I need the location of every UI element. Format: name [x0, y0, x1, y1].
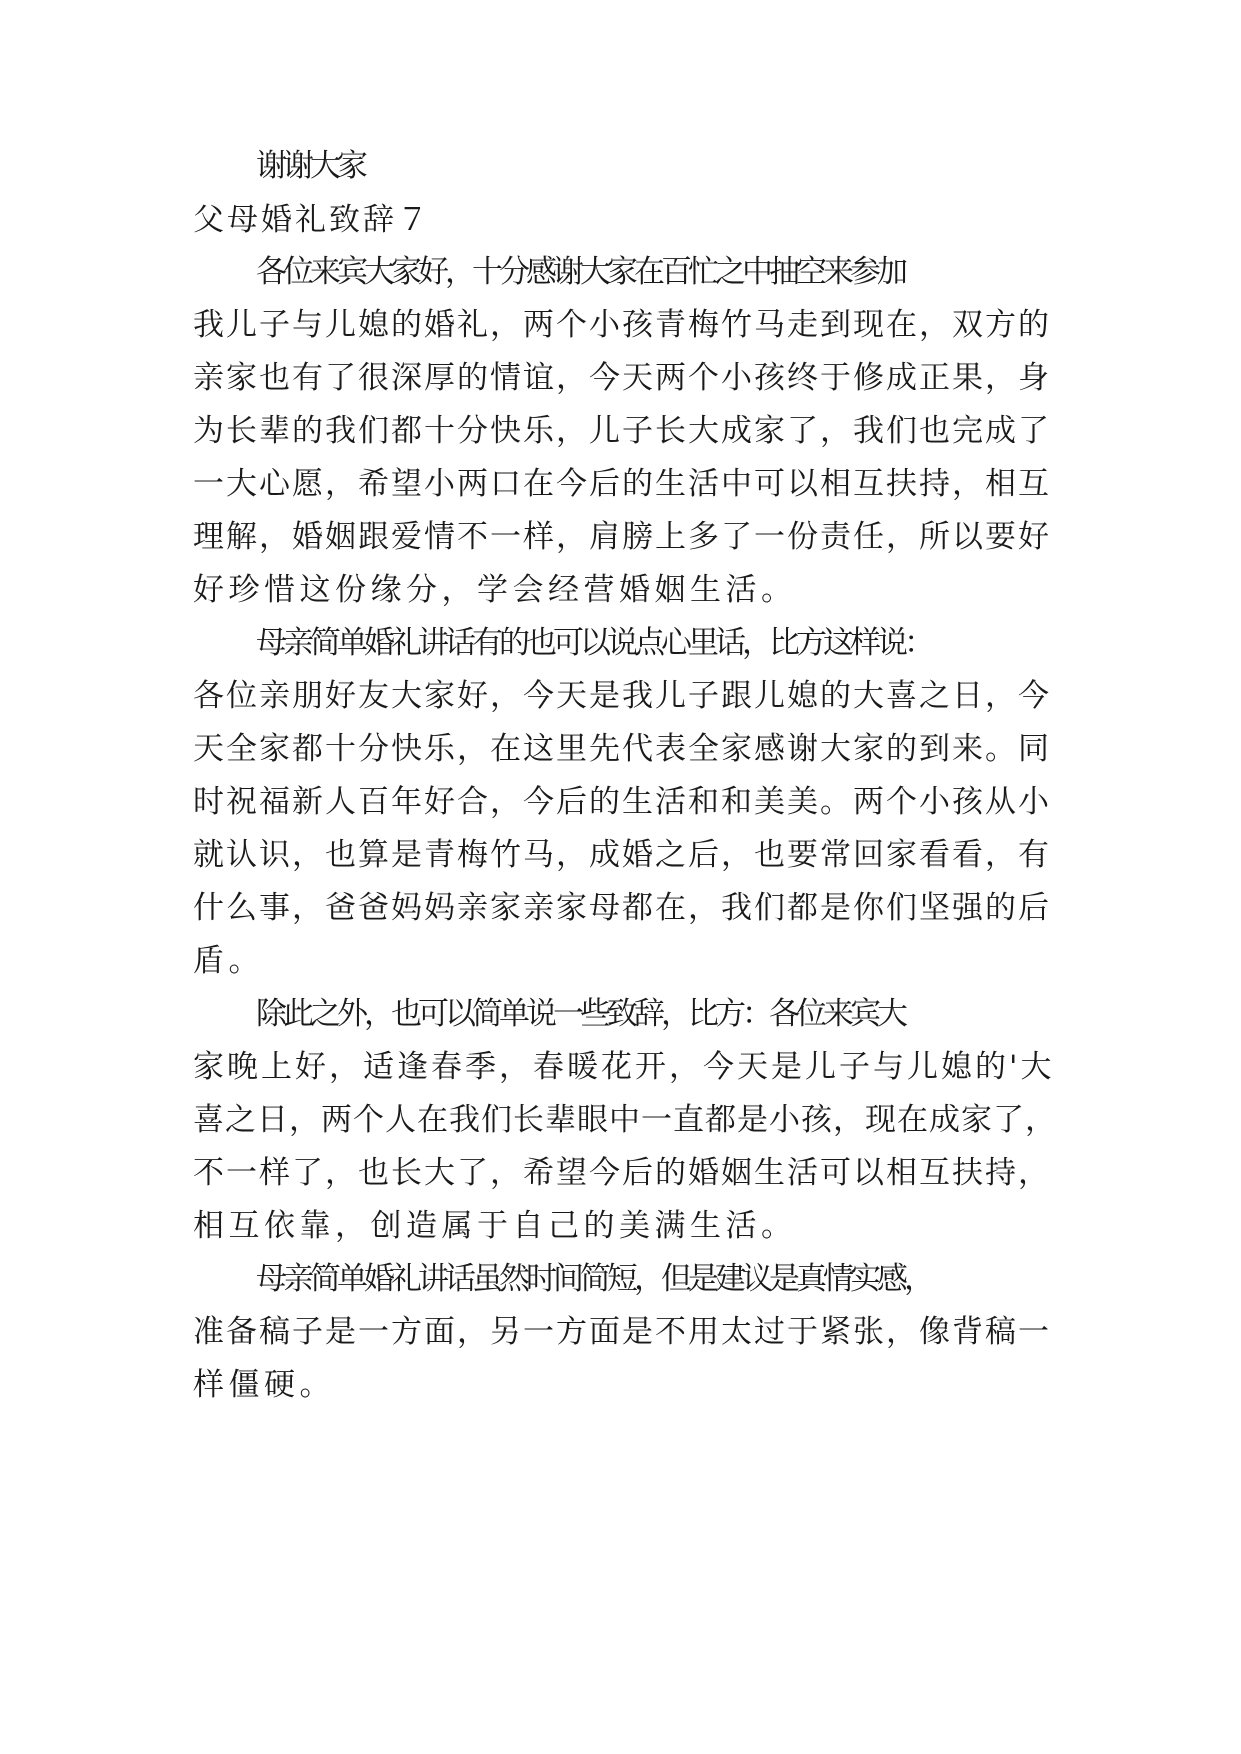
- paragraph-line: 就认识，也算是青梅竹马，成婚之后，也要常回家看看，有: [193, 837, 1051, 873]
- paragraph-line: 不一样了，也长大了，希望今后的婚姻生活可以相互扶持，: [193, 1155, 1051, 1191]
- paragraph-line: 各位亲朋好友大家好，今天是我儿子跟儿媳的大喜之日，今: [193, 678, 1051, 714]
- section-heading: 父母婚礼致辞７: [193, 202, 431, 238]
- paragraph-line: 家晚上好，适逢春季，春暖花开，今天是儿子与儿媳的'大: [193, 1049, 1055, 1085]
- paragraph-line: 理解，婚姻跟爱情不一样，肩膀上多了一份责任，所以要好: [193, 519, 1051, 555]
- paragraph-line: 母亲简单婚礼讲话有的也可以说点心里话，比方这样说：: [256, 625, 931, 661]
- closing-line: 谢谢大家: [256, 148, 364, 184]
- paragraph-line: 除此之外，也可以简单说一些致辞，比方：各位来宾大: [256, 996, 904, 1032]
- paragraph-line: 什么事，爸爸妈妈亲家亲家母都在，我们都是你们坚强的后: [193, 890, 1051, 926]
- paragraph-line: 准备稿子是一方面，另一方面是不用太过于紧张，像背稿一: [193, 1314, 1051, 1350]
- paragraph-line: 天全家都十分快乐，在这里先代表全家感谢大家的到来。同: [193, 731, 1051, 767]
- paragraph-line: 母亲简单婚礼讲话虽然时间简短，但是建议是真情实感，: [256, 1261, 931, 1297]
- paragraph-line: 为长辈的我们都十分快乐，儿子长大成家了，我们也完成了: [193, 413, 1051, 449]
- paragraph-line: 好珍惜这份缘分，学会经营婚姻生活。: [193, 572, 797, 608]
- paragraph-line: 样僵硬。: [193, 1367, 335, 1403]
- paragraph-line: 一大心愿，希望小两口在今后的生活中可以相互扶持，相互: [193, 466, 1051, 502]
- paragraph-line: 时祝福新人百年好合，今后的生活和和美美。两个小孩从小: [193, 784, 1051, 820]
- paragraph-line: 盾。: [193, 943, 264, 979]
- paragraph-line: 亲家也有了很深厚的情谊，今天两个小孩终于修成正果，身: [193, 360, 1051, 396]
- paragraph-line: 我儿子与儿媳的婚礼，两个小孩青梅竹马走到现在，双方的: [193, 307, 1051, 343]
- paragraph-line: 喜之日，两个人在我们长辈眼中一直都是小孩，现在成家了，: [193, 1102, 1057, 1138]
- paragraph-line: 各位来宾大家好，十分感谢大家在百忙之中抽空来参加: [256, 254, 904, 290]
- paragraph-line: 相互依靠，创造属于自己的美满生活。: [193, 1208, 797, 1244]
